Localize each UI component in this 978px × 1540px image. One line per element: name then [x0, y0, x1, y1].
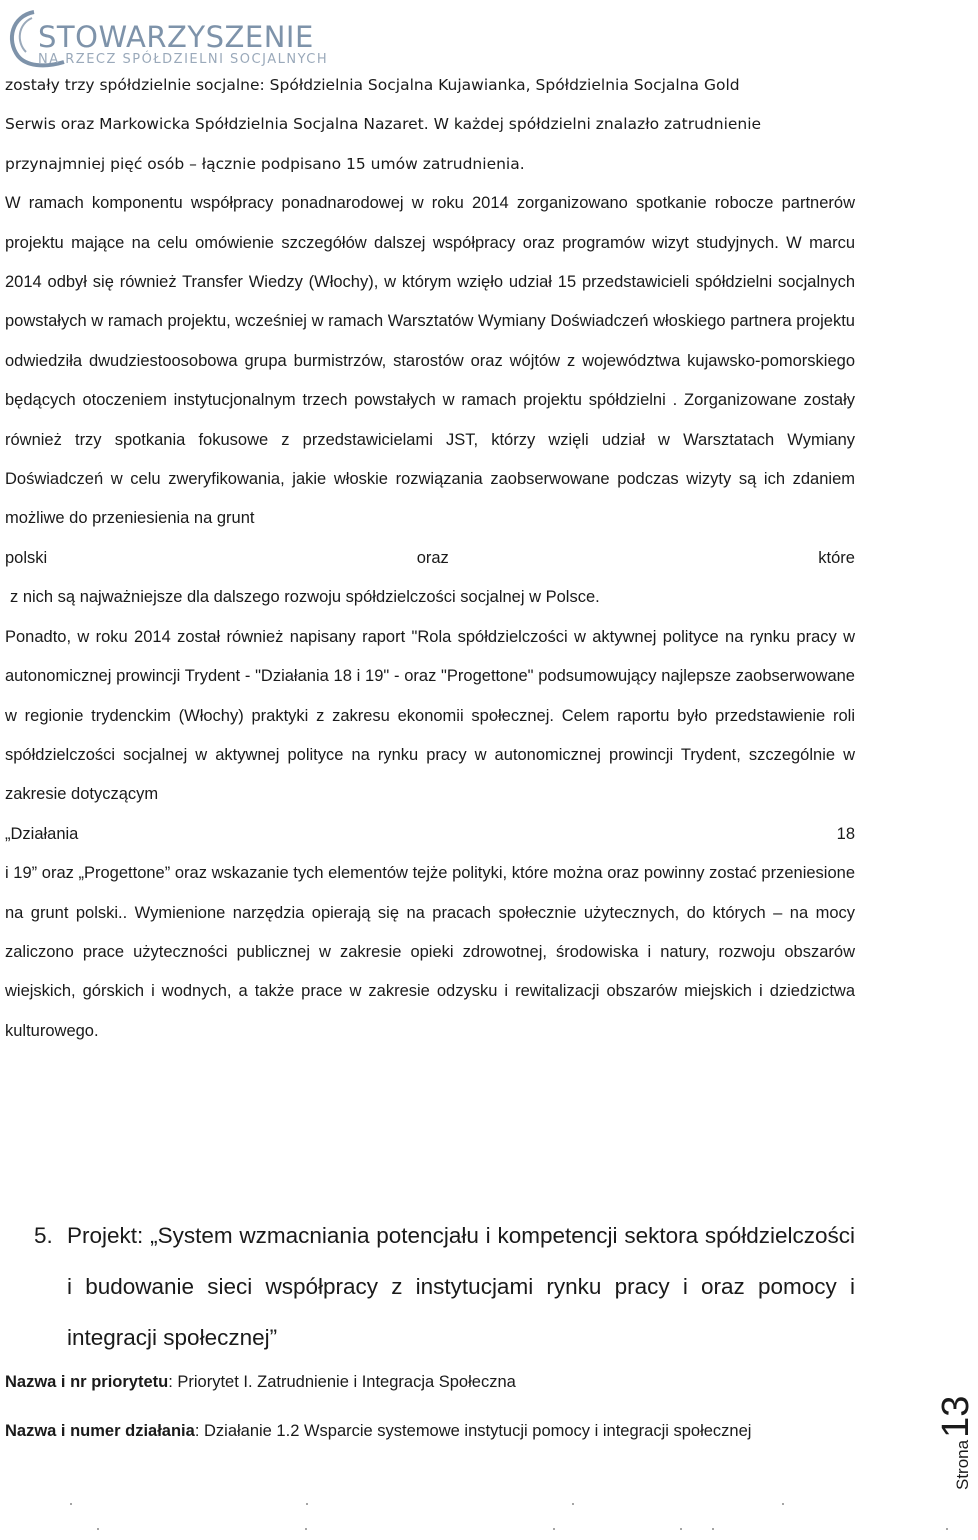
- paragraph-3-end: i 19” oraz „Progettone” oraz wskazanie tych elementów tejże polityki, które można oraz powinny zostać przeniesione na grunt polski.. Wymienione narzędzia opierają się na pracach społecznie użytecznych, do których – na mocy zaliczono prace użyteczności publicznej w zakresie opieki zdrowotnej, środowiska i natury, rozwoju obszarów wiejskich, górskich i wodnych, a także prace w zakresie odzysku i rewitalizacji obszarów miejskich i dziedzictwa kulturowego.: [5, 864, 855, 1040]
- action-field: [5, 1416, 855, 1446]
- priority-value: : Priorytet I. Zatrudnienie i Integracja Społeczna: [168, 1373, 516, 1391]
- action-value: : Działanie 1.2 Wsparcie systemowe instytucji pomocy i integracji społecznej: [194, 1422, 752, 1440]
- justified-line: polski oraz które: [5, 548, 855, 567]
- action-label: Nazwa i numer działania: [5, 1422, 195, 1440]
- page-label: Strona: [953, 1439, 972, 1490]
- logo-subtitle: NA RZECZ SPÓŁDZIELNI SOCJALNYCH: [38, 52, 329, 67]
- logo-title: STOWARZYSZENIE: [38, 20, 314, 54]
- document-body: [5, 66, 855, 1051]
- text-line: zostały trzy spółdzielnie socjalne: Spółdzielnia Socjalna Kujawianka, Spółdzielnia Socjalna Gold: [5, 76, 740, 94]
- section-heading: [34, 1210, 855, 1363]
- justified-line: „Działania 18: [5, 824, 855, 843]
- logo: [4, 2, 404, 68]
- paragraph-2: W ramach komponentu współpracy ponadnarodowej w roku 2014 zorganizowano spotkanie robocze partnerów projektu mające na celu omówienie szczegółów dalszej współpracy oraz programów wizyt studyjnych. W marcu 2014 odbył się również Transfer Wiedzy (Włochy), w którym wzięło udział 15 przedstawicieli spółdzielni socjalnych powstałych w ramach projektu, wcześniej w ramach Warsztatów Wymiany Doświadczeń włoskiego partnera projektu odwiedziła dwudziestoosobowa grupa burmistrzów, starostów oraz wójtów z województwa kujawsko-pomorskiego będących otoczeniem instytucjonalnym trzech powstałych w ramach projektu spółdzielni . Zorganizowane zostały również trzy spotkania fokusowe z przedstawicielami JST, którzy wzięli udział w Warsztatach Wymiany Doświadczeń w celu zweryfikowania, jakie włoskie rozwiązania zaobserwowane podczas wizyty są ich zdaniem możliwe do przeniesienia na grunt: [5, 194, 855, 528]
- text-line: przynajmniej pięć osób – łącznie podpisano 15 umów zatrudnienia.: [5, 154, 525, 173]
- section-number: 5.: [34, 1223, 53, 1248]
- section-title: Projekt: „System wzmacniania potencjału i kompetencji sektora spółdzielczości i budowanie sieci współpracy z instytucjami rynku pracy i oraz pomocy i integracji społecznej”: [67, 1223, 855, 1350]
- page-value: 13: [935, 1395, 977, 1438]
- paragraph-3: Ponadto, w roku 2014 został również napisany raport "Rola spółdzielczości w aktywnej polityce na rynku pracy w autonomicznej prowincji Trydent - "Działania 18 i 19" - oraz "Progettone" podsumowujący najlepsze zaobserwowane w regionie trydenckim (Włochy) praktyki z zakresu ekonomii społecznej. Celem raportu było przedstawienie roli spółdzielczości socjalnej w aktywnej polityce na rynku pracy w autonomicznej prowincji Trydent, szczególnie w zakresie dotyczącym: [5, 627, 855, 804]
- text-line: Serwis oraz Markowicka Spółdzielnia Socjalna Nazaret. W każdej spółdzielni znalazło zatrudnienie: [5, 115, 762, 134]
- page-number: [935, 1380, 977, 1490]
- paragraph-1: [5, 66, 855, 184]
- priority-field: [5, 1367, 855, 1397]
- paragraph-2-end: z nich są najważniejsze dla dalszego rozwoju spółdzielczości socjalnej w Polsce.: [10, 588, 600, 607]
- priority-label: Nazwa i nr priorytetu: [5, 1373, 169, 1391]
